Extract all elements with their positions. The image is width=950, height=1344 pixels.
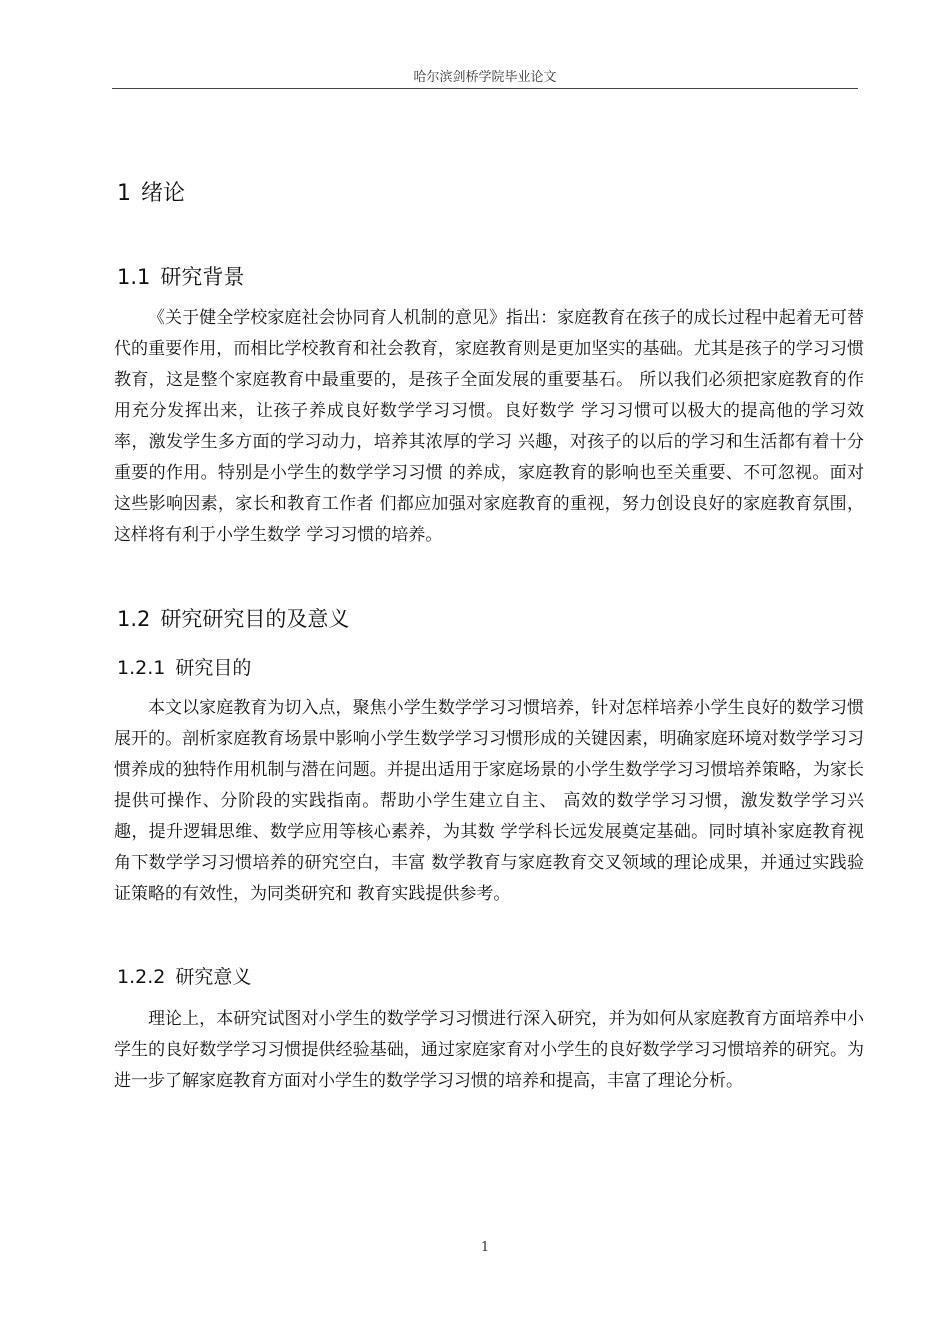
section-heading-background — [117, 261, 244, 291]
section-number: 1.2 — [117, 607, 151, 631]
background-paragraph: 《关于健全学校家庭社会协同育人机制的意见》指出：家庭教育在孩子的成长过程中起着无可替代的重要作用，而相比学校教育和社会教育，家庭教育则是更加坚实的基础。尤其是孩子的学习习惯教育，这是整个家庭教育中最重要的，是孩子全面发展的重要基石。 所以我们必须把家庭教育的作用充分发挥出来，让孩子养成良好数学学习习惯。良好数学 学习习惯可以极大的提高他的学习效率，激发学生多方面的学习动力，培养其浓厚的学习 兴趣，对孩子的以后的学习和生活都有着十分重要的作用。特别是小学生的数学学习习惯 的养成，家庭教育的影响也至关重要、不可忽视。面对这些影响因素，家长和教育工作者 们都应加强对家庭教育的重视，努力创设良好的家庭教育氛围，这样将有利于小学生数学 学习习惯的培养。 — [114, 308, 864, 545]
section-heading-purpose-significance — [117, 603, 349, 633]
subsection-number: 1.2.2 — [117, 966, 166, 988]
significance-paragraph: 理论上，本研究试图对小学生的数学学习习惯进行深入研究，并为如何从家庭教育方面培养中小学生的良好数学学习习惯提供经验基础，通过家庭家育对小学生的良好数学学习习惯培养的研究。为进一步了解家庭教育方面对小学生的数学学习习惯的培养和提高，丰富了理论分析。 — [114, 1009, 864, 1091]
section-title: 研究背景 — [160, 265, 245, 289]
section-number: 1.1 — [117, 265, 151, 289]
chapter-heading — [117, 176, 185, 207]
header-divider — [112, 88, 858, 89]
page-header — [112, 66, 858, 85]
page-number: 1 — [480, 1240, 490, 1255]
subsection-number: 1.2.1 — [117, 657, 166, 679]
page-header-title: 哈尔滨剑桥学院毕业论文 — [413, 70, 557, 85]
subsection-title: 研究目的 — [175, 657, 252, 679]
purpose-paragraph: 本文以家庭教育为切入点，聚焦小学生数学学习习惯培养，针对怎样培养小学生良好的数学习惯展开的。剖析家庭教育场景中影响小学生数学学习习惯形成的关键因素，明确家庭环境对数学学习习惯养成的独特作用机制与潜在问题。并提出适用于家庭场景的小学生数学学习习惯培养策略，为家长提供可操作、分阶段的实践指南。帮助小学生建立自主、 高效的数学学习习惯，激发数学学习兴趣，提升逻辑思维、数学应用等核心素养，为其数 学学科长远发展奠定基础。同时填补家庭教育视角下数学学习习惯培养的研究空白，丰富 数学教育与家庭教育交叉领域的理论成果，并通过实践验证策略的有效性，为同类研究和 教育实践提供参考。 — [114, 698, 864, 904]
chapter-title: 绪论 — [141, 181, 186, 206]
subsection-heading-purpose — [117, 653, 251, 680]
section-title: 研究研究目的及意义 — [160, 607, 350, 631]
chapter-number: 1 — [117, 181, 131, 206]
subsection-heading-significance — [117, 962, 251, 989]
subsection-title: 研究意义 — [175, 966, 252, 988]
